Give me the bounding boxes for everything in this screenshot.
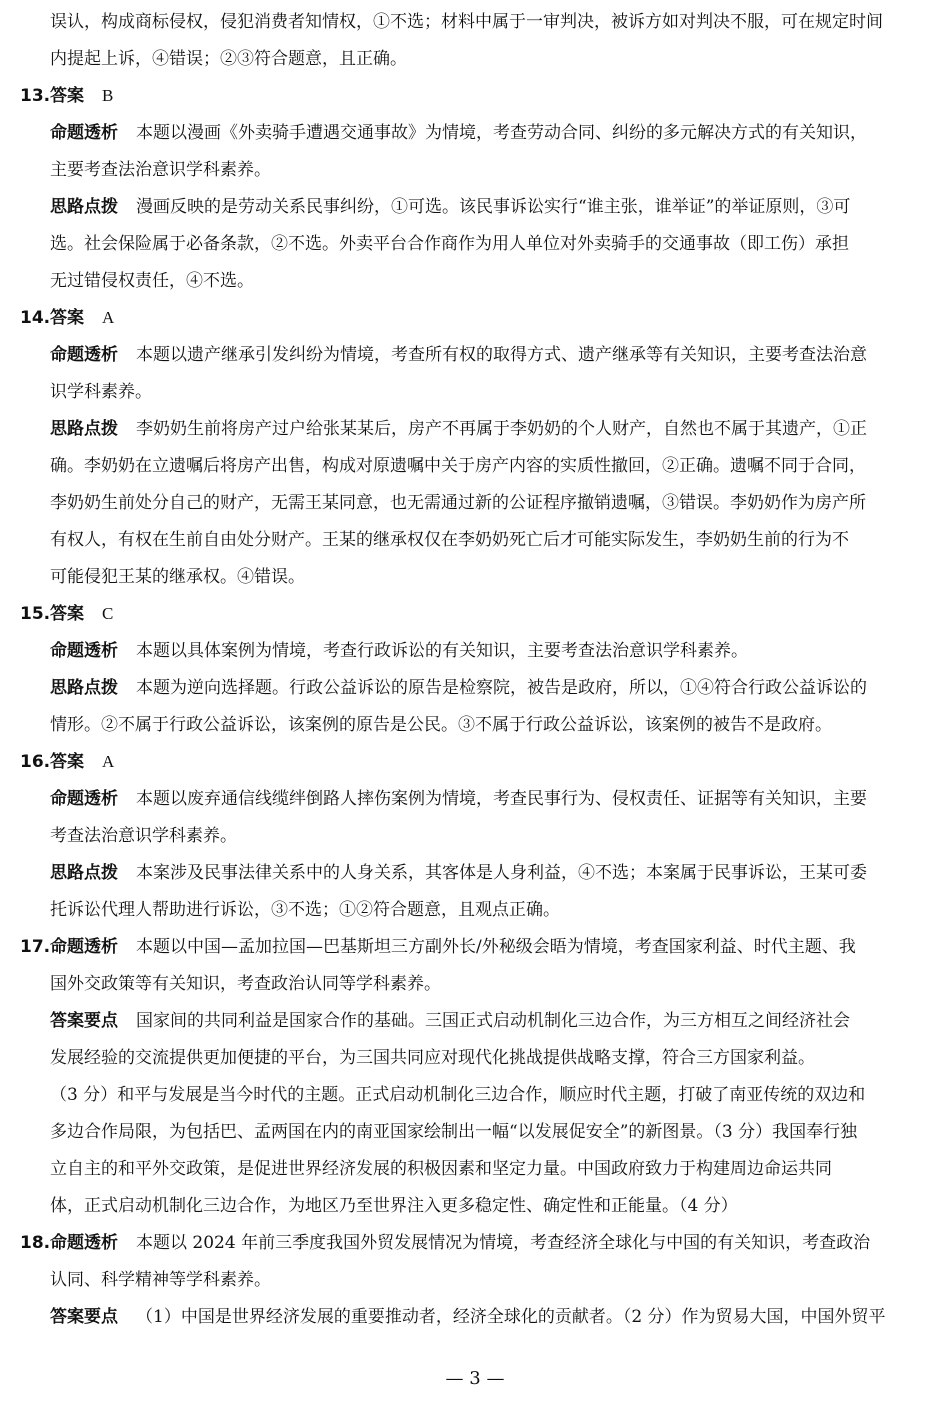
text-line: 托诉讼代理人帮助进行诉讼，③不选；①②符合题意，且观点正确。 (50, 900, 560, 920)
intro-text: 本题以具体案例为情境，考查行政诉讼的有关知识，主要考查法治意识学科素养。 (136, 641, 748, 661)
hint-label: 思路点拨 (50, 678, 118, 698)
text-line: 多边合作局限，为包括巴、孟两国在内的南亚国家绘制出一幅“以发展促安全”的新图景。（3 分）我国奉行独 (50, 1122, 858, 1142)
text-line: 选。社会保险属于必备条款，②不选。外卖平台合作商作为用人单位对外卖骑手的交通事故（即工伤）承担 (50, 234, 849, 254)
hint-row-16 (50, 862, 867, 884)
hint-text: 李奶奶生前将房产过户给张某某后，房产不再属于李奶奶的个人财产，自然也不属于其遗产，①正 (136, 419, 867, 439)
key-label: 答案要点 (50, 1307, 118, 1327)
text-line: 李奶奶生前处分自己的财产，无需王某同意，也无需通过新的公证程序撤销遗嘱，③错误。李奶奶作为房产所 (50, 493, 866, 513)
hint-label: 思路点拨 (50, 419, 118, 439)
intro-label: 命题透析 (50, 1233, 118, 1253)
answer-value: A (102, 752, 115, 771)
text-line: 可能侵犯王某的继承权。④错误。 (50, 567, 305, 587)
intro-label: 命题透析 (50, 641, 118, 661)
hint-text: 本案涉及民事法律关系中的人身关系，其客体是人身利益，④不选；本案属于民事诉讼，王某可委 (136, 863, 867, 883)
answer-label: 答案 (50, 604, 84, 624)
text-line: 有权人，有权在生前自由处分财产。王某的继承权仅在李奶奶死亡后才可能实际发生，李奶奶生前的行为不 (50, 530, 849, 550)
answer-value: B (102, 86, 114, 105)
intro-row-14 (50, 344, 867, 366)
hint-label: 思路点拨 (50, 197, 118, 217)
key-row-17 (50, 1010, 850, 1032)
key-text: （1）中国是世界经济发展的重要推动者，经济全球化的贡献者。（2 分）作为贸易大国，中国外贸平 (136, 1307, 886, 1327)
text-line: （3 分）和平与发展是当今时代的主题。正式启动机制化三边合作，顺应时代主题，打破了南亚传统的双边和 (50, 1085, 866, 1105)
text-line: 主要考查法治意识学科素养。 (50, 160, 271, 180)
intro-row-15 (50, 640, 748, 662)
hint-text: 漫画反映的是劳动关系民事纠纷，①可选。该民事诉讼实行“谁主张，谁举证”的举证原则，③可 (136, 197, 851, 217)
text-line: 内提起上诉，④错误；②③符合题意，且正确。 (50, 49, 407, 69)
text-line: 立自主的和平外交政策，是促进世界经济发展的积极因素和坚定力量。中国政府致力于构建周边命运共同 (50, 1159, 832, 1179)
question-number-14: 14. (20, 308, 51, 328)
text-line: 国外交政策等有关知识，考查政治认同等学科素养。 (50, 974, 441, 994)
intro-row-17 (50, 936, 856, 958)
answer-value: A (102, 308, 115, 327)
question-number-18: 18. (20, 1233, 51, 1253)
text-line: 发展经验的交流提供更加便捷的平台，为三国共同应对现代化挑战提供战略支撑，符合三方国家利益。 (50, 1048, 815, 1068)
hint-row-15 (50, 677, 867, 699)
text-line: 情形。②不属于行政公益诉讼，该案例的原告是公民。③不属于行政公益诉讼，该案例的被告不是政府。 (50, 715, 832, 735)
intro-text: 本题以遗产继承引发纠纷为情境，考查所有权的取得方式、遗产继承等有关知识，主要考查法治意 (136, 345, 867, 365)
key-label: 答案要点 (50, 1011, 118, 1031)
answer-row-14 (50, 307, 114, 329)
intro-row-16 (50, 788, 867, 810)
answer-label: 答案 (50, 86, 84, 106)
page-number: — 3 — (445, 1368, 505, 1389)
key-text: 国家间的共同利益是国家合作的基础。三国正式启动机制化三边合作，为三方相互之间经济社会 (136, 1011, 850, 1031)
question-number-13: 13. (20, 86, 51, 106)
text-line: 确。李奶奶在立遗嘱后将房产出售，构成对原遗嘱中关于房产内容的实质性撤回，②正确。遗嘱不同于合同， (50, 456, 866, 476)
text-line: 体，正式启动机制化三边合作，为地区乃至世界注入更多稳定性、确定性和正能量。（4 分） (50, 1196, 738, 1216)
answer-label: 答案 (50, 308, 84, 328)
text-line: 误认，构成商标侵权，侵犯消费者知情权，①不选；材料中属于一审判决，被诉方如对判决不服，可在规定时间 (50, 12, 883, 32)
text-line: 考查法治意识学科素养。 (50, 826, 237, 846)
answer-row-13 (50, 85, 113, 107)
intro-text: 本题以废弃通信线缆绊倒路人摔伤案例为情境，考查民事行为、侵权责任、证据等有关知识，主要 (136, 789, 867, 809)
question-number-15: 15. (20, 604, 51, 624)
answer-value: C (102, 604, 114, 623)
hint-row-13 (50, 196, 850, 218)
question-number-16: 16. (20, 752, 51, 772)
hint-label: 思路点拨 (50, 863, 118, 883)
key-row-18 (50, 1306, 886, 1328)
intro-label: 命题透析 (50, 345, 118, 365)
intro-text: 本题以 2024 年前三季度我国外贸发展情况为情境，考查经济全球化与中国的有关知识，考查政治 (136, 1233, 871, 1253)
text-line: 无过错侵权责任，④不选。 (50, 271, 254, 291)
hint-text: 本题为逆向选择题。行政公益诉讼的原告是检察院，被告是政府，所以，①④符合行政公益诉讼的 (136, 678, 867, 698)
text-line: 认同、科学精神等学科素养。 (50, 1270, 271, 1290)
answer-row-15 (50, 603, 113, 625)
hint-row-14 (50, 418, 867, 440)
answer-label: 答案 (50, 752, 84, 772)
intro-text: 本题以中国—孟加拉国—巴基斯坦三方副外长/外秘级会晤为情境，考查国家利益、时代主题、我 (136, 937, 856, 957)
intro-text: 本题以漫画《外卖骑手遭遇交通事故》为情境，考查劳动合同、纠纷的多元解决方式的有关知识， (136, 123, 867, 143)
intro-label: 命题透析 (50, 123, 118, 143)
question-number-17: 17. (20, 937, 51, 957)
answer-row-16 (50, 751, 114, 773)
intro-row-18 (50, 1232, 870, 1254)
intro-label: 命题透析 (50, 937, 118, 957)
intro-row-13 (50, 122, 867, 144)
intro-label: 命题透析 (50, 789, 118, 809)
text-line: 识学科素养。 (50, 382, 152, 402)
